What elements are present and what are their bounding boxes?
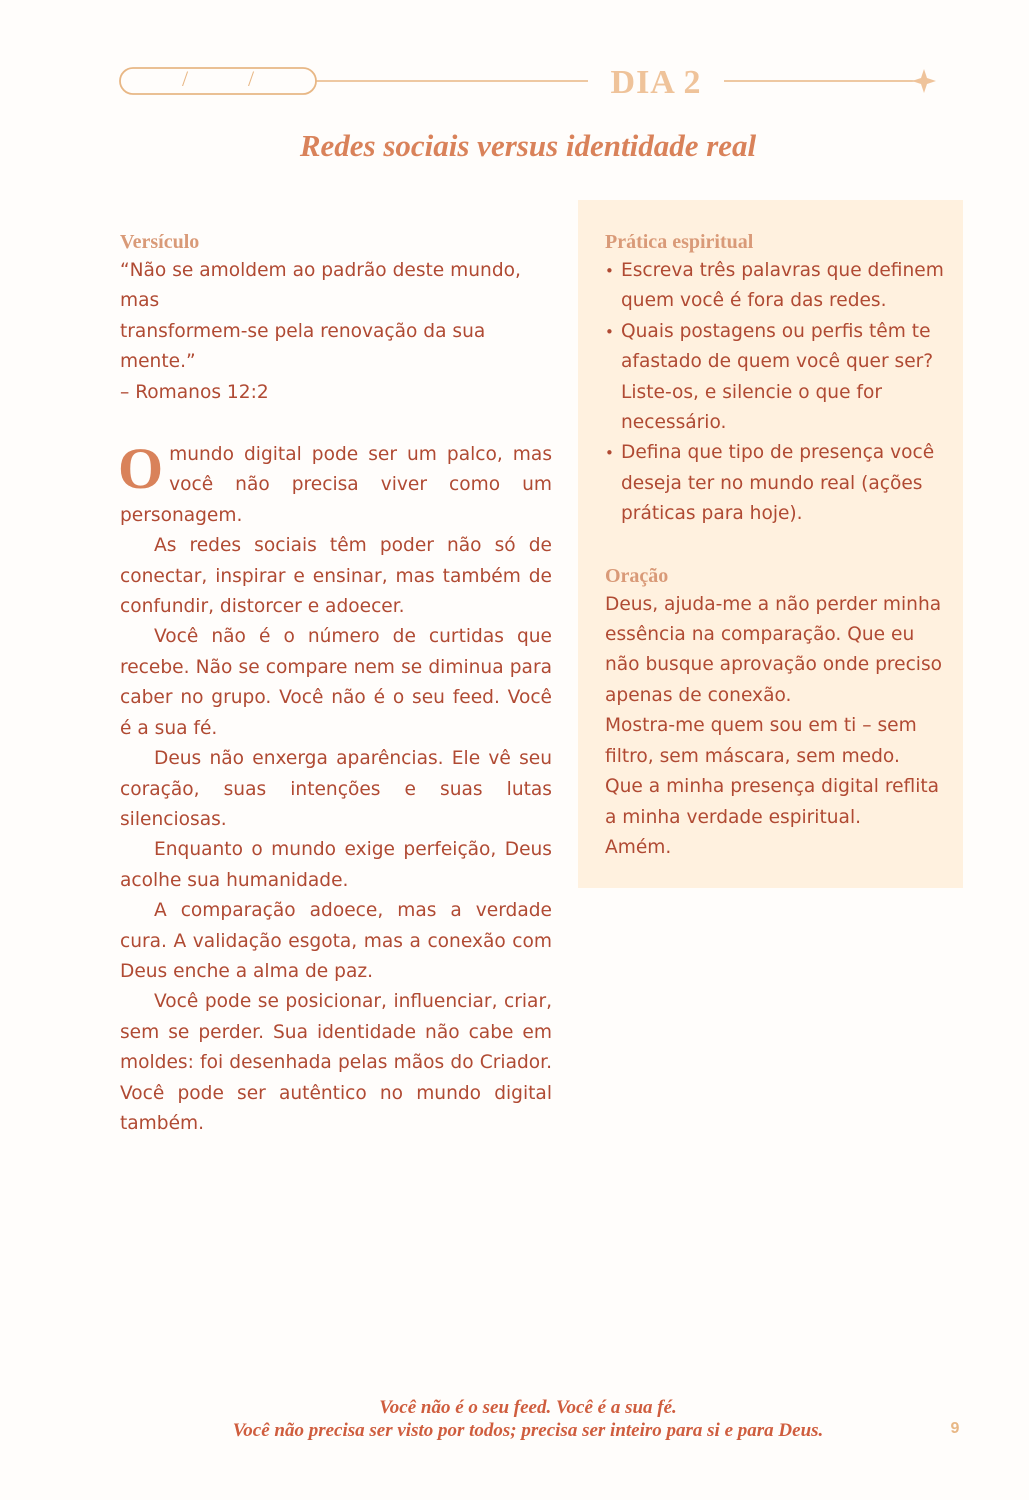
paragraph: Enquanto o mundo exige perfeição, Deus acolhe sua humanidade. xyxy=(120,839,552,891)
devotional-text xyxy=(118,436,552,1139)
verse-line: transformem-se pela renovação da sua mente.” xyxy=(120,320,486,373)
footer-line-1: Você não é o seu feed. Você é a sua fé. xyxy=(379,1397,677,1418)
page-title: Redes sociais versus identidade real xyxy=(299,128,757,163)
practice-item: • Escreva três palavras que definem quem você é fora das redes. xyxy=(605,256,945,317)
page-number: 9 xyxy=(950,1420,960,1437)
left-column xyxy=(120,228,552,1139)
prayer-line: Deus, ajuda-me a não perder minha essência na comparação. Que eu não busque aprovação onde preciso apenas de conexão. xyxy=(605,593,943,706)
practice-item: • Defina que tipo de presença você deseja ter no mundo real (ações práticas para hoje). xyxy=(605,438,945,529)
paragraph: Deus não enxerga aparências. Ele vê seu coração, suas intenções e suas lutas silenciosas. xyxy=(120,748,552,830)
star-ornament-icon xyxy=(912,69,936,93)
verse-heading: Versículo xyxy=(120,231,200,253)
practice-item: • Quais postagens ou perfis têm te afastado de quem você quer ser? Liste-os, e silencie o que for necessário. xyxy=(605,317,945,439)
practice-list xyxy=(605,256,945,530)
verse-reference: – Romanos 12:2 xyxy=(120,381,269,403)
footer-quote xyxy=(0,1396,1029,1442)
verse-section xyxy=(120,228,552,408)
drop-cap: O xyxy=(118,436,164,502)
paragraph: A comparação adoece, mas a verdade cura. A validação esgota, mas a conexão com Deus enche a alma de paz. xyxy=(120,900,552,982)
practice-heading: Prática espiritual xyxy=(605,231,754,253)
prayer-line: Que a minha presença digital reflita a minha verdade espiritual. xyxy=(605,776,940,828)
prayer-line: Mostra-me quem sou em ti – sem filtro, sem máscara, sem medo. xyxy=(605,715,917,767)
date-slash-1: / xyxy=(182,66,189,91)
day-label: DIA 2 xyxy=(588,64,724,102)
paragraph: Omundo digital pode ser um palco, mas você não precisa viver como um personagem. xyxy=(118,436,552,526)
prayer-amen: Amém. xyxy=(605,836,672,858)
date-slash-2: / xyxy=(248,66,255,91)
day-header xyxy=(118,64,940,100)
prayer-heading: Oração xyxy=(605,564,669,587)
header-ornament xyxy=(118,64,940,100)
paragraph: As redes sociais têm poder não só de conectar, inspirar e ensinar, mas também de confundir, distorcer e adoecer. xyxy=(120,535,552,618)
paragraph: Você pode se posicionar, influenciar, criar, sem se perder. Sua identidade não cabe em moldes: foi desenhada pelas mãos do Criador. Você pode ser autêntico no mundo digital também. xyxy=(120,991,552,1134)
prayer-section xyxy=(605,562,945,864)
practice-box xyxy=(578,200,963,888)
practice-box-content xyxy=(605,228,945,863)
verse-line: “Não se amoldem ao padrão deste mundo, mas xyxy=(120,260,521,312)
footer-line-2: Você não precisa ser visto por todos; precisa ser inteiro para si e para Deus. xyxy=(232,1420,824,1441)
paragraph: Você não é o número de curtidas que recebe. Não se compare nem se diminua para caber no grupo. Você não é o seu feed. Você é a sua fé. xyxy=(120,626,552,739)
